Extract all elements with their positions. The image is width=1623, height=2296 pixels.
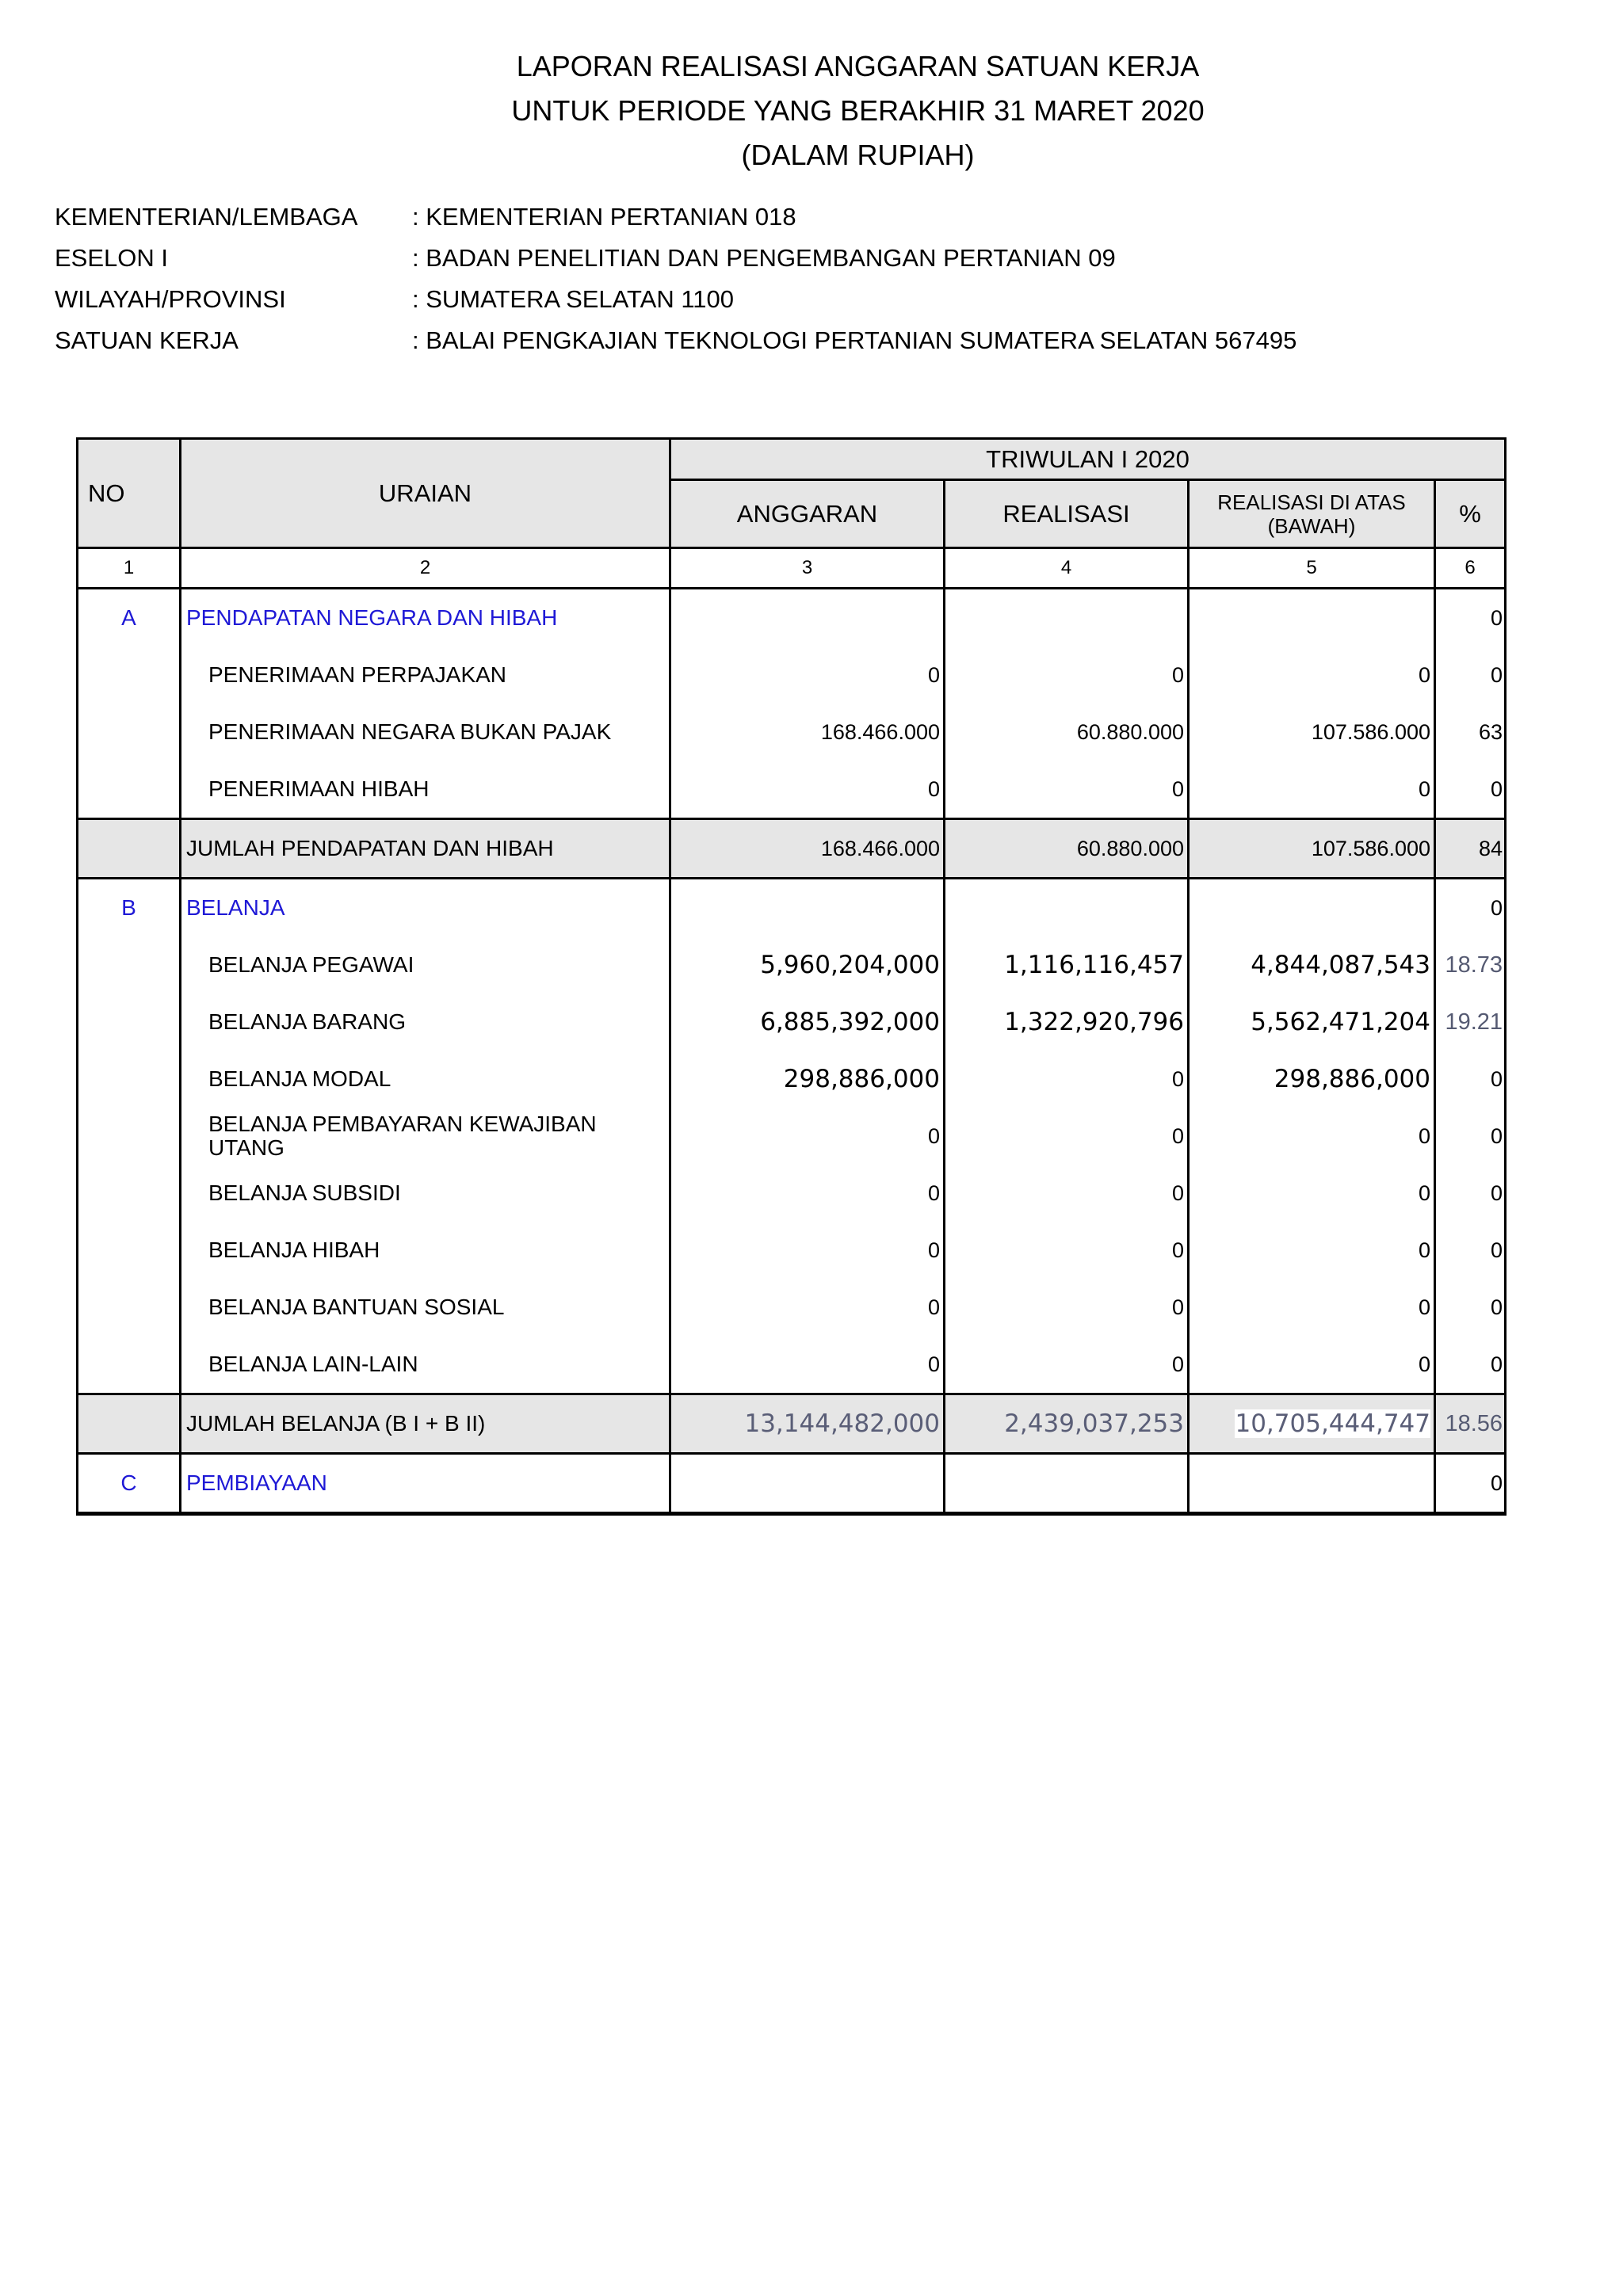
row-pct: 18.73 (1435, 936, 1506, 994)
row-realisasi: 60.880.000 (945, 819, 1189, 879)
row-label: PENERIMAAN PERPAJAKAN (181, 646, 670, 704)
row-realisasi (945, 879, 1189, 937)
table-row (78, 1165, 1506, 1222)
table-row (78, 994, 1506, 1051)
table-row (78, 1336, 1506, 1394)
col-header-pct: % (1435, 480, 1506, 548)
row-code (78, 994, 181, 1051)
row-realisasi: 0 (945, 1108, 1189, 1165)
row-code (78, 1279, 181, 1336)
table-row (78, 1454, 1506, 1514)
row-anggaran: 298,886,000 (670, 1051, 945, 1108)
row-selisih (1189, 1394, 1435, 1454)
row-realisasi: 0 (945, 761, 1189, 819)
row-pct: 84 (1435, 819, 1506, 879)
meta-value: : KEMENTERIAN PERTANIAN 018 (412, 203, 796, 231)
row-selisih (1189, 589, 1435, 647)
row-label: BELANJA HIBAH (181, 1222, 670, 1279)
row-selisih: 5,562,471,204 (1189, 994, 1435, 1051)
row-pct: 0 (1435, 1279, 1506, 1336)
table-row (78, 704, 1506, 761)
row-selisih: 0 (1189, 1336, 1435, 1394)
row-code (78, 819, 181, 879)
row-selisih-value: 10,705,444,747 (1235, 1409, 1430, 1438)
row-selisih: 107.586.000 (1189, 704, 1435, 761)
meta-label: ESELON I (55, 244, 168, 272)
table-row (78, 589, 1506, 647)
table-row (78, 936, 1506, 994)
col-header-no: NO (78, 439, 181, 548)
row-code (78, 704, 181, 761)
row-pct: 63 (1435, 704, 1506, 761)
meta-value: : BADAN PENELITIAN DAN PENGEMBANGAN PERTANIAN 09 (412, 244, 1116, 272)
row-anggaran: 5,960,204,000 (670, 936, 945, 994)
row-pct: 0 (1435, 1222, 1506, 1279)
row-label: JUMLAH PENDAPATAN DAN HIBAH (181, 819, 670, 879)
column-number: 5 (1189, 548, 1435, 589)
row-selisih (1189, 879, 1435, 937)
row-label: PENERIMAAN NEGARA BUKAN PAJAK (181, 704, 670, 761)
row-label: BELANJA LAIN-LAIN (181, 1336, 670, 1394)
budget-realization-table (76, 437, 1507, 1516)
row-anggaran: 0 (670, 646, 945, 704)
row-anggaran: 0 (670, 761, 945, 819)
row-selisih: 298,886,000 (1189, 1051, 1435, 1108)
row-selisih: 0 (1189, 1108, 1435, 1165)
row-label: BELANJA (181, 879, 670, 937)
row-selisih: 4,844,087,543 (1189, 936, 1435, 994)
row-realisasi: 0 (945, 1051, 1189, 1108)
row-anggaran: 168.466.000 (670, 704, 945, 761)
meta-value: : BALAI PENGKAJIAN TEKNOLOGI PERTANIAN SUMATERA SELATAN 567495 (412, 326, 1297, 354)
row-selisih: 0 (1189, 646, 1435, 704)
column-number-row (78, 548, 1506, 589)
col-header-uraian: URAIAN (181, 439, 670, 548)
row-realisasi: 0 (945, 1279, 1189, 1336)
table-row (78, 1222, 1506, 1279)
meta-value: : SUMATERA SELATAN 1100 (412, 285, 735, 313)
report-currency: (DALAM RUPIAH) (741, 139, 975, 171)
table-row (78, 1051, 1506, 1108)
row-realisasi: 0 (945, 646, 1189, 704)
row-code (78, 936, 181, 994)
row-selisih: 107.586.000 (1189, 819, 1435, 879)
row-anggaran (670, 589, 945, 647)
column-number: 4 (945, 548, 1189, 589)
row-anggaran: 13,144,482,000 (670, 1394, 945, 1454)
row-label: PENERIMAAN HIBAH (181, 761, 670, 819)
row-code (78, 1108, 181, 1165)
row-realisasi: 0 (945, 1165, 1189, 1222)
row-anggaran (670, 879, 945, 937)
row-label: BELANJA PEGAWAI (181, 936, 670, 994)
row-anggaran: 168.466.000 (670, 819, 945, 879)
column-number: 6 (1435, 548, 1506, 589)
row-selisih: 0 (1189, 1165, 1435, 1222)
row-code (78, 1051, 181, 1108)
row-anggaran: 0 (670, 1279, 945, 1336)
row-selisih: 0 (1189, 1222, 1435, 1279)
row-label: PENDAPATAN NEGARA DAN HIBAH (181, 589, 670, 647)
row-code (78, 1336, 181, 1394)
row-code: C (78, 1454, 181, 1514)
row-realisasi: 2,439,037,253 (945, 1394, 1189, 1454)
row-pct: 0 (1435, 1108, 1506, 1165)
row-code (78, 646, 181, 704)
column-number: 1 (78, 548, 181, 589)
meta-label: SATUAN KERJA (55, 326, 239, 354)
row-label: BELANJA PEMBAYARAN KEWAJIBAN UTANG (181, 1108, 670, 1165)
row-label: BELANJA BANTUAN SOSIAL (181, 1279, 670, 1336)
table-row (78, 879, 1506, 937)
subtotal-row (78, 1394, 1506, 1454)
row-pct: 0 (1435, 761, 1506, 819)
subtotal-row (78, 819, 1506, 879)
table-row (78, 1279, 1506, 1336)
col-header-period: TRIWULAN I 2020 (670, 439, 1506, 480)
row-anggaran: 0 (670, 1336, 945, 1394)
row-code: B (78, 879, 181, 937)
row-pct: 0 (1435, 1336, 1506, 1394)
row-label: PEMBIAYAAN (181, 1454, 670, 1514)
row-realisasi: 1,116,116,457 (945, 936, 1189, 994)
row-realisasi (945, 589, 1189, 647)
row-pct: 19.21 (1435, 994, 1506, 1051)
row-code (78, 761, 181, 819)
row-realisasi: 1,322,920,796 (945, 994, 1189, 1051)
row-realisasi: 60.880.000 (945, 704, 1189, 761)
row-anggaran: 6,885,392,000 (670, 994, 945, 1051)
row-pct: 18.56 (1435, 1394, 1506, 1454)
meta-label: WILAYAH/PROVINSI (55, 285, 286, 313)
table-row (78, 1108, 1506, 1165)
report-period: UNTUK PERIODE YANG BERAKHIR 31 MARET 2020 (511, 94, 1205, 127)
row-realisasi: 0 (945, 1222, 1189, 1279)
row-pct: 0 (1435, 646, 1506, 704)
row-selisih: 0 (1189, 761, 1435, 819)
row-code (78, 1165, 181, 1222)
row-anggaran: 0 (670, 1165, 945, 1222)
table-row (78, 761, 1506, 819)
table-row (78, 646, 1506, 704)
row-label: BELANJA SUBSIDI (181, 1165, 670, 1222)
row-code (78, 1222, 181, 1279)
column-number: 3 (670, 548, 945, 589)
meta-label: KEMENTERIAN/LEMBAGA (55, 203, 358, 231)
table-header-row (78, 439, 1506, 480)
column-number: 2 (181, 548, 670, 589)
report-title: LAPORAN REALISASI ANGGARAN SATUAN KERJA (516, 50, 1200, 82)
col-header-anggaran: ANGGARAN (670, 480, 945, 548)
row-selisih (1189, 1454, 1435, 1514)
row-label: BELANJA MODAL (181, 1051, 670, 1108)
row-anggaran: 0 (670, 1222, 945, 1279)
row-pct: 0 (1435, 1051, 1506, 1108)
col-header-selisih: REALISASI DI ATAS (BAWAH) (1189, 480, 1435, 548)
row-anggaran (670, 1454, 945, 1514)
row-realisasi (945, 1454, 1189, 1514)
row-anggaran: 0 (670, 1108, 945, 1165)
row-realisasi: 0 (945, 1336, 1189, 1394)
row-pct: 0 (1435, 589, 1506, 647)
row-code (78, 1394, 181, 1454)
row-label: JUMLAH BELANJA (B I + B II) (181, 1394, 670, 1454)
row-label: BELANJA BARANG (181, 994, 670, 1051)
col-header-realisasi: REALISASI (945, 480, 1189, 548)
row-pct: 0 (1435, 1454, 1506, 1514)
row-pct: 0 (1435, 1165, 1506, 1222)
row-selisih: 0 (1189, 1279, 1435, 1336)
row-code: A (78, 589, 181, 647)
row-pct: 0 (1435, 879, 1506, 937)
